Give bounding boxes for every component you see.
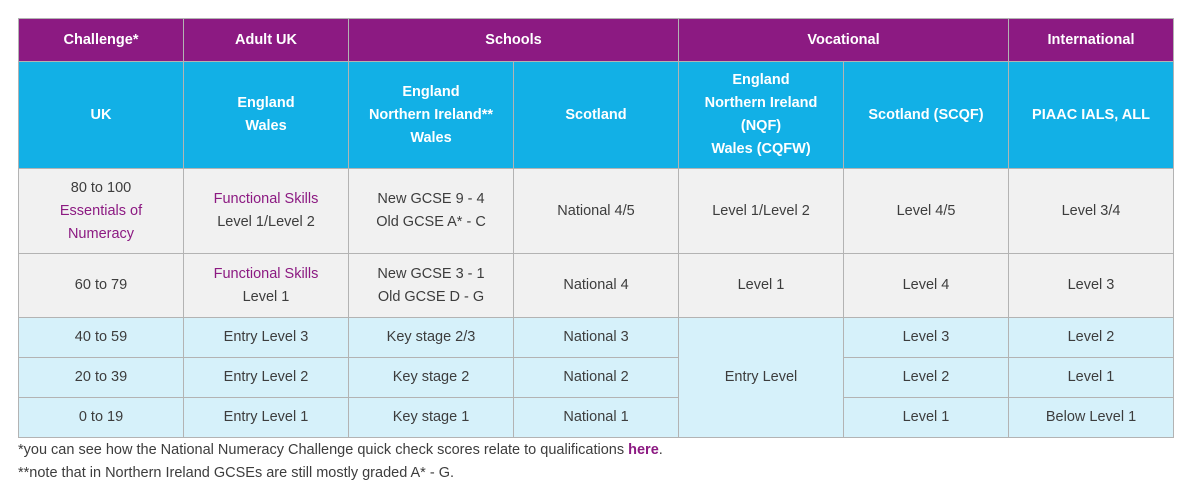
footnote-1-end: . xyxy=(658,442,663,458)
header-international: International xyxy=(1009,19,1174,62)
subheader-line: Northern Ireland** xyxy=(368,106,494,123)
table-row xyxy=(19,169,1174,254)
here-link[interactable]: here xyxy=(628,442,659,458)
essentials-of-numeracy-link[interactable]: Numeracy xyxy=(67,225,135,242)
cell-voc-scot: Level 4/5 xyxy=(844,169,1009,254)
subheader-row xyxy=(19,62,1174,169)
cell-adult: Entry Level 2 xyxy=(184,358,349,398)
cell-voc-eng: Level 1/Level 2 xyxy=(679,169,844,254)
cell-international: Level 3 xyxy=(1009,254,1174,318)
challenge-score: 80 to 100 xyxy=(70,179,132,196)
adult-level: Level 1 xyxy=(242,288,290,305)
subheader-schools-scot: Scotland xyxy=(514,62,679,169)
gcse-line: New GCSE 9 - 4 xyxy=(377,191,485,207)
subheader-uk: UK xyxy=(19,62,184,169)
cell-voc-scot: Level 1 xyxy=(844,398,1009,438)
gcse-line: Old GCSE D - G xyxy=(377,288,485,305)
subheader-voc-eng xyxy=(679,62,844,169)
cell-schools-scot: National 4/5 xyxy=(514,169,679,254)
cell-schools-scot: National 2 xyxy=(514,358,679,398)
qualifications-table xyxy=(18,18,1174,438)
cell-international: Level 1 xyxy=(1009,358,1174,398)
table-row xyxy=(19,398,1174,438)
cell-voc-eng-entry-level: Entry Level xyxy=(679,318,844,438)
cell-schools-scot: National 4 xyxy=(514,254,679,318)
table-row xyxy=(19,254,1174,318)
header-vocational: Vocational xyxy=(679,19,1009,62)
essentials-of-numeracy-link[interactable]: Essentials of xyxy=(59,202,143,219)
gcse-line: New GCSE 3 - 1 xyxy=(377,265,485,282)
subheader-line: England xyxy=(237,95,295,111)
cell-schools-eng: Key stage 1 xyxy=(349,398,514,438)
cell-adult: Entry Level 3 xyxy=(184,318,349,358)
footnote-1-text: *you can see how the National Numeracy Challenge quick check scores relate to qualifications xyxy=(18,442,629,458)
cell-voc-eng: Level 1 xyxy=(679,254,844,318)
header-challenge: Challenge* xyxy=(19,19,184,62)
cell-challenge: 20 to 39 xyxy=(19,358,184,398)
cell-voc-scot: Level 2 xyxy=(844,358,1009,398)
cell-schools-scot: National 3 xyxy=(514,318,679,358)
cell-international: Below Level 1 xyxy=(1009,398,1174,438)
subheader-international: PIAAC IALS, ALL xyxy=(1009,62,1174,169)
cell-challenge: 40 to 59 xyxy=(19,318,184,358)
cell-challenge: 60 to 79 xyxy=(19,254,184,318)
gcse-line: Old GCSE A* - C xyxy=(376,214,486,230)
subheader-voc-scot: Scotland (SCQF) xyxy=(844,62,1009,169)
cell-challenge xyxy=(19,169,184,254)
cell-voc-scot: Level 3 xyxy=(844,318,1009,358)
adult-level: Level 1/Level 2 xyxy=(217,214,315,230)
header-adult-uk: Adult UK xyxy=(184,19,349,62)
functional-skills-link[interactable]: Functional Skills xyxy=(213,191,319,207)
cell-schools-eng xyxy=(349,169,514,254)
cell-schools-eng: Key stage 2 xyxy=(349,358,514,398)
footnote-2: **note that in Northern Ireland GCSEs are still mostly graded A* - G. xyxy=(18,465,455,481)
subheader-line: Wales xyxy=(410,129,452,146)
subheader-line: England xyxy=(402,83,460,100)
cell-schools-scot: National 1 xyxy=(514,398,679,438)
cell-schools-eng: Key stage 2/3 xyxy=(349,318,514,358)
header-schools: Schools xyxy=(349,19,679,62)
cell-schools-eng xyxy=(349,254,514,318)
subheader-line: Northern Ireland xyxy=(704,95,818,111)
table-row xyxy=(19,318,1174,358)
functional-skills-link[interactable]: Functional Skills xyxy=(213,265,319,282)
cell-international: Level 3/4 xyxy=(1009,169,1174,254)
subheader-schools-eng xyxy=(349,62,514,169)
footnotes xyxy=(18,439,663,485)
table-row xyxy=(19,358,1174,398)
cell-voc-scot: Level 4 xyxy=(844,254,1009,318)
subheader-line: Wales (CQFW) xyxy=(711,141,811,157)
subheader-line: England xyxy=(732,72,790,88)
cell-adult xyxy=(184,169,349,254)
subheader-line: Wales xyxy=(245,118,287,134)
cell-adult: Entry Level 1 xyxy=(184,398,349,438)
cell-challenge: 0 to 19 xyxy=(19,398,184,438)
subheader-adult xyxy=(184,62,349,169)
cell-international: Level 2 xyxy=(1009,318,1174,358)
header-row xyxy=(19,19,1174,62)
subheader-line: (NQF) xyxy=(740,118,782,134)
cell-adult xyxy=(184,254,349,318)
footnote-1 xyxy=(18,439,663,462)
